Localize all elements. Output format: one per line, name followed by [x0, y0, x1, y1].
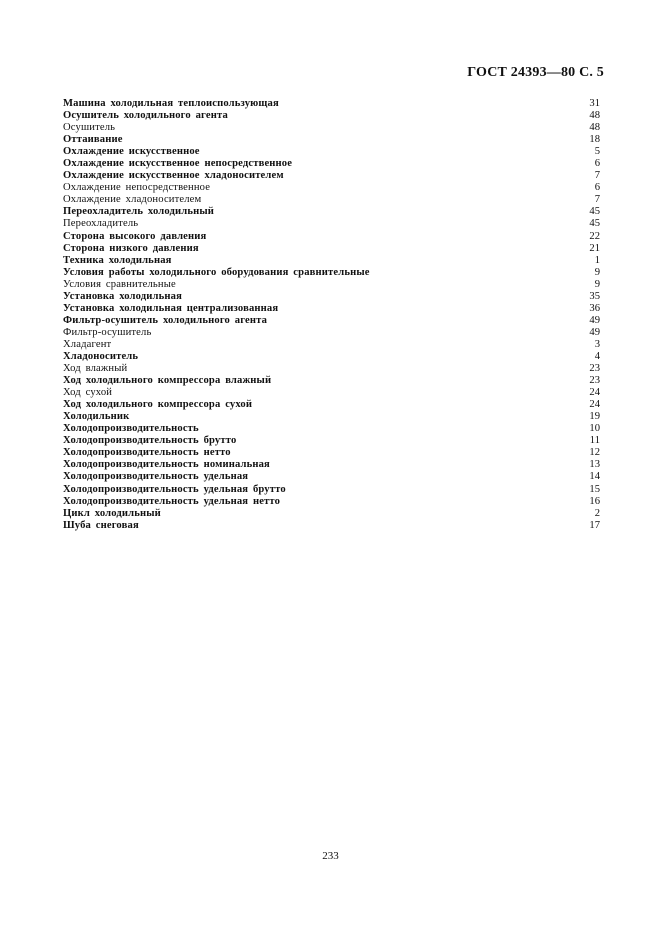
index-page-ref: 7	[594, 194, 600, 206]
index-entry	[63, 267, 600, 279]
index-page-ref: 31	[589, 98, 600, 109]
index-page-ref: 24	[589, 387, 600, 399]
index-entry	[63, 146, 600, 158]
index-term: Шуба снеговая	[63, 519, 139, 531]
index-entry	[63, 110, 600, 122]
index-entry	[63, 447, 600, 459]
index-page-ref: 12	[589, 447, 600, 459]
index-entry	[63, 423, 600, 435]
index-entry	[63, 231, 600, 243]
index-page-ref: 48	[589, 110, 600, 122]
index-page-ref: 10	[589, 423, 600, 435]
index-entry	[63, 303, 600, 315]
index-term: Переохладитель холодильный	[63, 206, 215, 218]
index-entry	[63, 520, 600, 532]
index-term: Ход влажный	[63, 363, 128, 375]
index-term: Охлаждение искусственное непосредственное	[63, 158, 293, 170]
index-term: Холодопроизводительность удельная брутто	[63, 483, 286, 495]
index-term: Техника холодильная	[63, 254, 172, 266]
index-page-ref: 23	[589, 363, 600, 375]
index-page-ref: 35	[589, 290, 600, 302]
index-entry	[63, 471, 600, 483]
index-term: Холодопроизводительность удельная	[63, 471, 249, 483]
index-entry	[63, 387, 600, 399]
index-term: Хладагент	[63, 338, 112, 350]
index-entry	[63, 315, 600, 327]
index-page-ref: 1	[594, 254, 600, 266]
index-term: Сторона высокого давления	[63, 230, 207, 242]
index-term: Установка холодильная централизованная	[63, 302, 279, 314]
index-entry	[63, 291, 600, 303]
index-page-ref: 11	[589, 435, 600, 447]
index-term: Условия сравнительные	[63, 278, 176, 290]
index-page-ref: 4	[594, 350, 600, 362]
index-term: Ход холодильного компрессора влажный	[63, 375, 272, 387]
index-term: Осушитель холодильного агента	[63, 110, 228, 122]
index-term: Фильтр-осушитель	[63, 326, 152, 338]
index-page-ref: 21	[589, 242, 600, 254]
index-term: Охлаждение хладоносителем	[63, 194, 202, 206]
index-term: Ход сухой	[63, 387, 113, 399]
index-term: Охлаждение непосредственное	[63, 182, 211, 194]
index-entry	[63, 411, 600, 423]
index-page-ref: 9	[594, 278, 600, 290]
index-entry	[63, 243, 600, 255]
index-page-ref: 6	[594, 158, 600, 170]
alphabetical-index	[63, 98, 600, 532]
index-page-ref: 45	[589, 206, 600, 218]
index-entry	[63, 399, 600, 411]
index-entry	[63, 339, 600, 351]
index-term: Холодопроизводительность брутто	[63, 435, 237, 447]
index-entry	[63, 327, 600, 339]
index-page-ref: 24	[589, 399, 600, 411]
index-page-ref: 48	[589, 122, 600, 134]
index-entry	[63, 496, 600, 508]
index-page-ref: 13	[589, 459, 600, 471]
index-page-ref: 9	[594, 266, 600, 278]
index-entry	[63, 194, 600, 206]
index-term: Охлаждение искусственное хладоносителем	[63, 170, 284, 182]
index-entry	[63, 435, 600, 447]
index-page-ref: 36	[589, 302, 600, 314]
index-entry	[63, 122, 600, 134]
index-entry	[63, 134, 600, 146]
index-term: Осушитель	[63, 122, 116, 134]
index-term: Цикл холодильный	[63, 507, 161, 519]
index-entry	[63, 351, 600, 363]
index-term: Ход холодильного компрессора сухой	[63, 399, 253, 411]
index-term: Сторона низкого давления	[63, 242, 199, 254]
index-entry	[63, 375, 600, 387]
index-term: Оттаивание	[63, 134, 123, 146]
index-entry	[63, 255, 600, 267]
index-page-ref: 7	[594, 170, 600, 182]
index-page-ref: 18	[589, 134, 600, 146]
index-page-ref: 14	[589, 471, 600, 483]
index-page-ref: 45	[589, 218, 600, 230]
index-term: Холодопроизводительность нетто	[63, 447, 231, 459]
index-term: Холодильник	[63, 411, 130, 423]
index-term: Хладоноситель	[63, 350, 139, 362]
index-entry	[63, 182, 600, 194]
index-entry	[63, 206, 600, 218]
index-entry	[63, 484, 600, 496]
index-page-ref: 16	[589, 495, 600, 507]
index-entry	[63, 363, 600, 375]
index-entry	[63, 218, 600, 230]
index-entry	[63, 98, 600, 110]
index-term: Холодопроизводительность номинальная	[63, 459, 270, 471]
index-page-ref: 2	[594, 507, 600, 519]
index-page-ref: 6	[594, 182, 600, 194]
index-page-ref: 3	[594, 338, 600, 350]
index-entry	[63, 170, 600, 182]
index-term: Охлаждение искусственное	[63, 146, 200, 158]
index-entry	[63, 459, 600, 471]
index-page-ref: 19	[589, 411, 600, 423]
index-term: Холодопроизводительность	[63, 423, 199, 435]
index-entry	[63, 279, 600, 291]
index-page-ref: 17	[589, 519, 600, 531]
index-page-ref: 5	[594, 146, 600, 158]
page-header: ГОСТ 24393—80 С. 5	[467, 65, 604, 80]
index-page-ref: 49	[589, 326, 600, 338]
index-page-ref: 23	[589, 375, 600, 387]
index-page-ref: 22	[589, 230, 600, 242]
index-term: Фильтр-осушитель холодильного агента	[63, 314, 268, 326]
index-term: Переохладитель	[63, 218, 139, 230]
index-entry	[63, 158, 600, 170]
index-entry	[63, 508, 600, 520]
page-number: 233	[322, 850, 339, 862]
index-term: Установка холодильная	[63, 290, 182, 302]
index-term: Машина холодильная теплоиспользующая	[63, 98, 279, 109]
index-page-ref: 49	[589, 314, 600, 326]
index-page-ref: 15	[589, 483, 600, 495]
index-term: Условия работы холодильного оборудования сравнительные	[63, 266, 370, 278]
index-term: Холодопроизводительность удельная нетто	[63, 495, 281, 507]
